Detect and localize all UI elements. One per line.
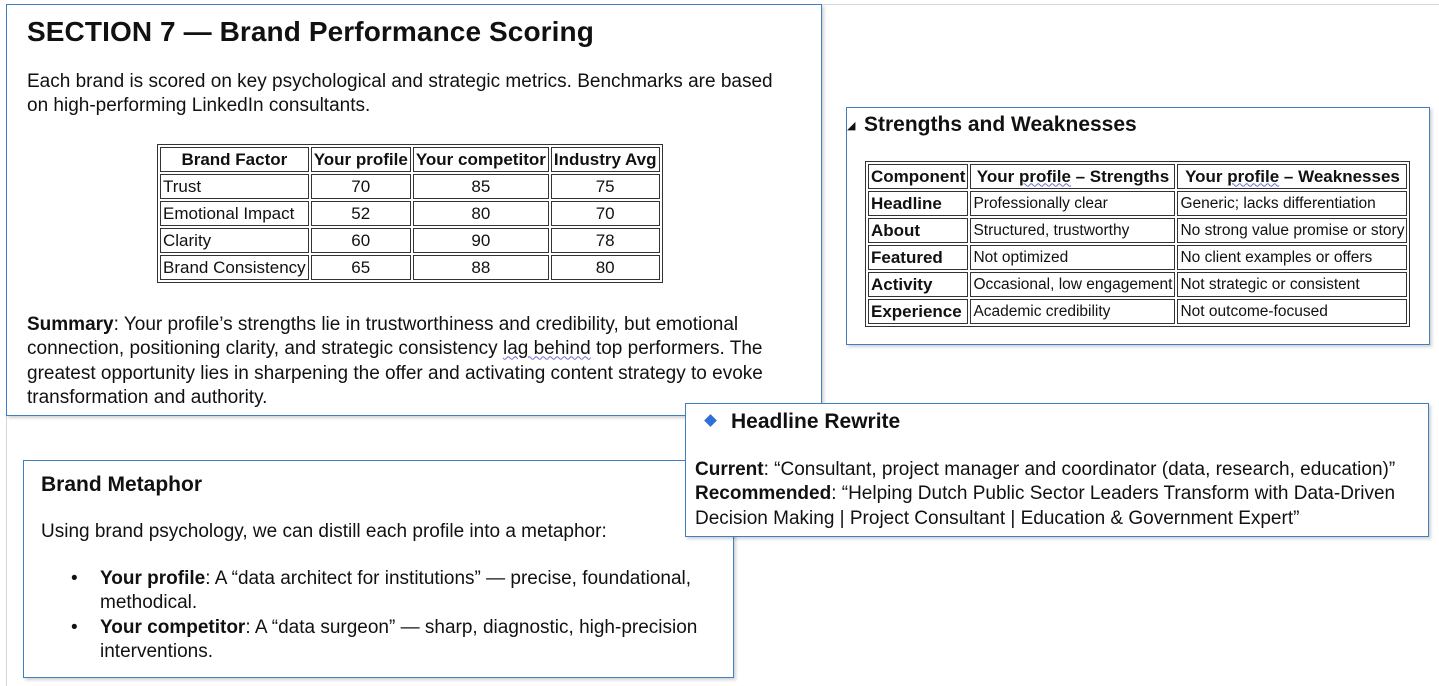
table-cell: Generic; lacks differentiation [1177,191,1407,216]
current-label: Current [695,459,764,480]
header-text: Your [976,166,1019,186]
list-item [41,616,701,665]
header-text: Your [1185,166,1228,186]
table-cell: 88 [413,255,549,280]
list-item-text: : A “data architect for institutions” — precise, foundational, methodical. [100,568,692,614]
table-row [868,299,1407,324]
headline-rewrite-body [695,458,1415,531]
table-cell: No strong value promise or story [1177,218,1407,243]
list-item [41,567,701,616]
table-header: Industry Avg [551,147,660,172]
collapse-triangle-icon[interactable]: ◢ [847,120,856,132]
table-cell: Academic credibility [970,299,1175,324]
brand-metaphor-title: Brand Metaphor [41,473,203,496]
summary-label: Summary [27,314,114,335]
summary-text: : Your profile’s strengths lie in trustworthiness and credibility, but emotional connection, positioning clarity, and strategic consistency [27,314,739,360]
table-cell: 85 [413,174,549,199]
section7-title: SECTION 7 — Brand Performance Scoring [27,16,594,47]
table-cell: Occasional, low engagement [970,272,1175,297]
table-row [160,255,660,280]
bullet-icon: • [71,568,78,589]
table-cell: 70 [551,201,660,226]
table-header: Your profile [311,147,411,172]
strengths-weaknesses-title [847,113,1137,137]
table-header: Brand Factor [160,147,309,172]
table-cell: Emotional Impact [160,201,309,226]
table-cell: 60 [311,228,411,253]
table-row [160,228,660,253]
list-item-label: Your profile [100,568,206,589]
list-item-text: : A “data surgeon” — sharp, diagnostic, high-precision interventions. [100,616,698,662]
table-cell: 70 [311,174,411,199]
table-row [868,218,1407,243]
table-header: Component [868,164,968,189]
table-cell: Brand Consistency [160,255,309,280]
table-cell: About [868,218,968,243]
table-cell: Trust [160,174,309,199]
recommended-text: : “Helping Dutch Public Sector Leaders Transform with Data-Driven Decision Making | Project Consultant | Education & Government Expert” [695,483,1396,529]
table-row [868,272,1407,297]
table-cell: Professionally clear [970,191,1175,216]
table-cell: Not optimized [970,245,1175,270]
strengths-weaknesses-panel[interactable] [846,107,1430,345]
table-cell: 90 [413,228,549,253]
table-cell: Featured [868,245,968,270]
table-cell: 75 [551,174,660,199]
grammar-flag[interactable]: lag behind [502,338,591,360]
brand-metaphor-lead: Using brand psychology, we can distill each profile into a metaphor: [41,521,607,542]
table-row [160,201,660,226]
table-header-row [160,147,660,172]
recommended-label: Recommended [695,483,832,505]
current-text: : “Consultant, project manager and coordinator (data, research, education)” [763,459,1396,480]
brand-score-table [157,144,663,283]
table-cell: 52 [311,201,411,226]
list-item-label: Your competitor [100,616,246,638]
table-cell: Experience [868,299,968,324]
grammar-flag[interactable]: profile [1018,166,1071,186]
diamond-bullet-icon [704,414,717,427]
table-cell: No client examples or offers [1177,245,1407,270]
table-cell: Clarity [160,228,309,253]
table-cell: 80 [413,201,549,226]
header-text: – Strengths [1070,166,1170,186]
table-cell: Not outcome-focused [1177,299,1407,324]
summary-text-end: top performers. The greatest opportunity lies in sharpening the offer and activating content strategy to evoke transformation and authority. [27,338,763,408]
table-row [868,245,1407,270]
section7-summary [27,313,797,410]
grammar-flag[interactable]: profile [1227,166,1280,186]
section7-intro: Each brand is scored on key psychological and strategic metrics. Benchmarks are based on high-performing LinkedIn consultants. [27,71,773,116]
headline-rewrite-title [731,410,900,434]
headline-rewrite-title-text: Headline Rewrite [731,410,901,433]
section7-panel[interactable] [6,4,822,416]
strengths-weaknesses-table [865,161,1410,327]
table-header: Your competitor [413,147,549,172]
table-row [160,174,660,199]
header-text: – Weaknesses [1279,166,1400,186]
table-header [970,164,1175,189]
table-cell: Not strategic or consistent [1177,272,1407,297]
table-cell: 78 [551,228,660,253]
table-cell: Structured, trustworthy [970,218,1175,243]
page-divider-left [6,415,7,686]
table-cell: 65 [311,255,411,280]
table-cell: Headline [868,191,968,216]
table-row [868,191,1407,216]
table-header [1177,164,1407,189]
headline-rewrite-panel[interactable] [685,403,1429,537]
bullet-icon: • [71,616,78,638]
table-header-row [868,164,1407,189]
table-cell: Activity [868,272,968,297]
brand-metaphor-panel[interactable] [23,460,734,678]
table-cell: 80 [551,255,660,280]
metaphor-list [41,567,701,664]
page-divider-top [820,4,1439,5]
strengths-weaknesses-title-text: Strengths and Weaknesses [864,113,1137,136]
